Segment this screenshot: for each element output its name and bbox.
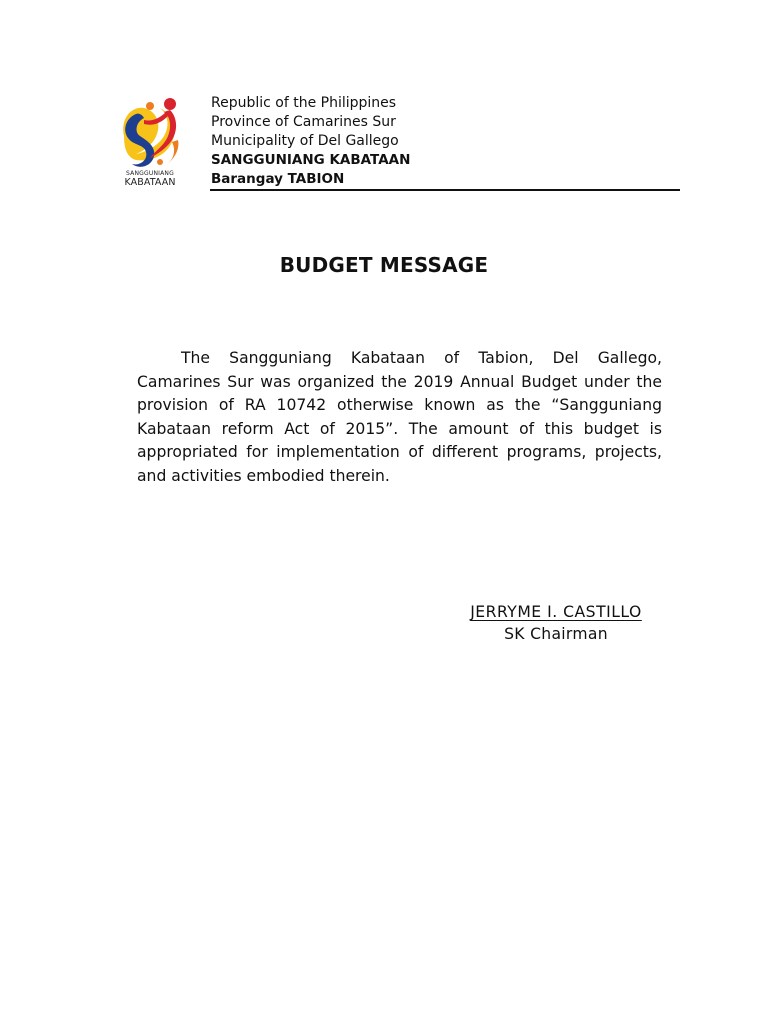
letterhead-province: Province of Camarines Sur — [211, 114, 396, 130]
letterhead-municipality: Municipality of Del Gallego — [211, 133, 399, 149]
document-title: BUDGET MESSAGE — [279, 253, 489, 277]
signatory-position: SK Chairman — [504, 625, 608, 643]
header-divider — [210, 189, 680, 191]
letterhead-country: Republic of the Philippines — [211, 95, 397, 111]
letterhead — [211, 94, 410, 189]
logo-caption-bottom: KABATAAN — [124, 177, 176, 188]
signature-block — [440, 603, 672, 643]
letterhead-organization: SANGGUNIANG KABATAAN — [211, 152, 411, 168]
logo-caption-top: SANGGUNIANG — [126, 170, 174, 177]
sangguniang-kabataan-logo — [114, 96, 186, 192]
sangguniang-kabataan-logo-icon — [114, 96, 186, 172]
body-paragraph: The Sangguniang Kabataan of Tabion, Del Gallego, Camarines Sur was organized the 2019 Annual Budget under the provision of RA 10742 otherwise known as the “Sangguniang Kabataan reform Act of 2015”. The amount of this budget is appropriated for implementation of different programs, projects, and activities embodied therein. — [137, 349, 662, 485]
signatory-name: JERRYME I. CASTILLO — [470, 603, 642, 621]
letterhead-barangay: Barangay TABION — [211, 171, 345, 187]
